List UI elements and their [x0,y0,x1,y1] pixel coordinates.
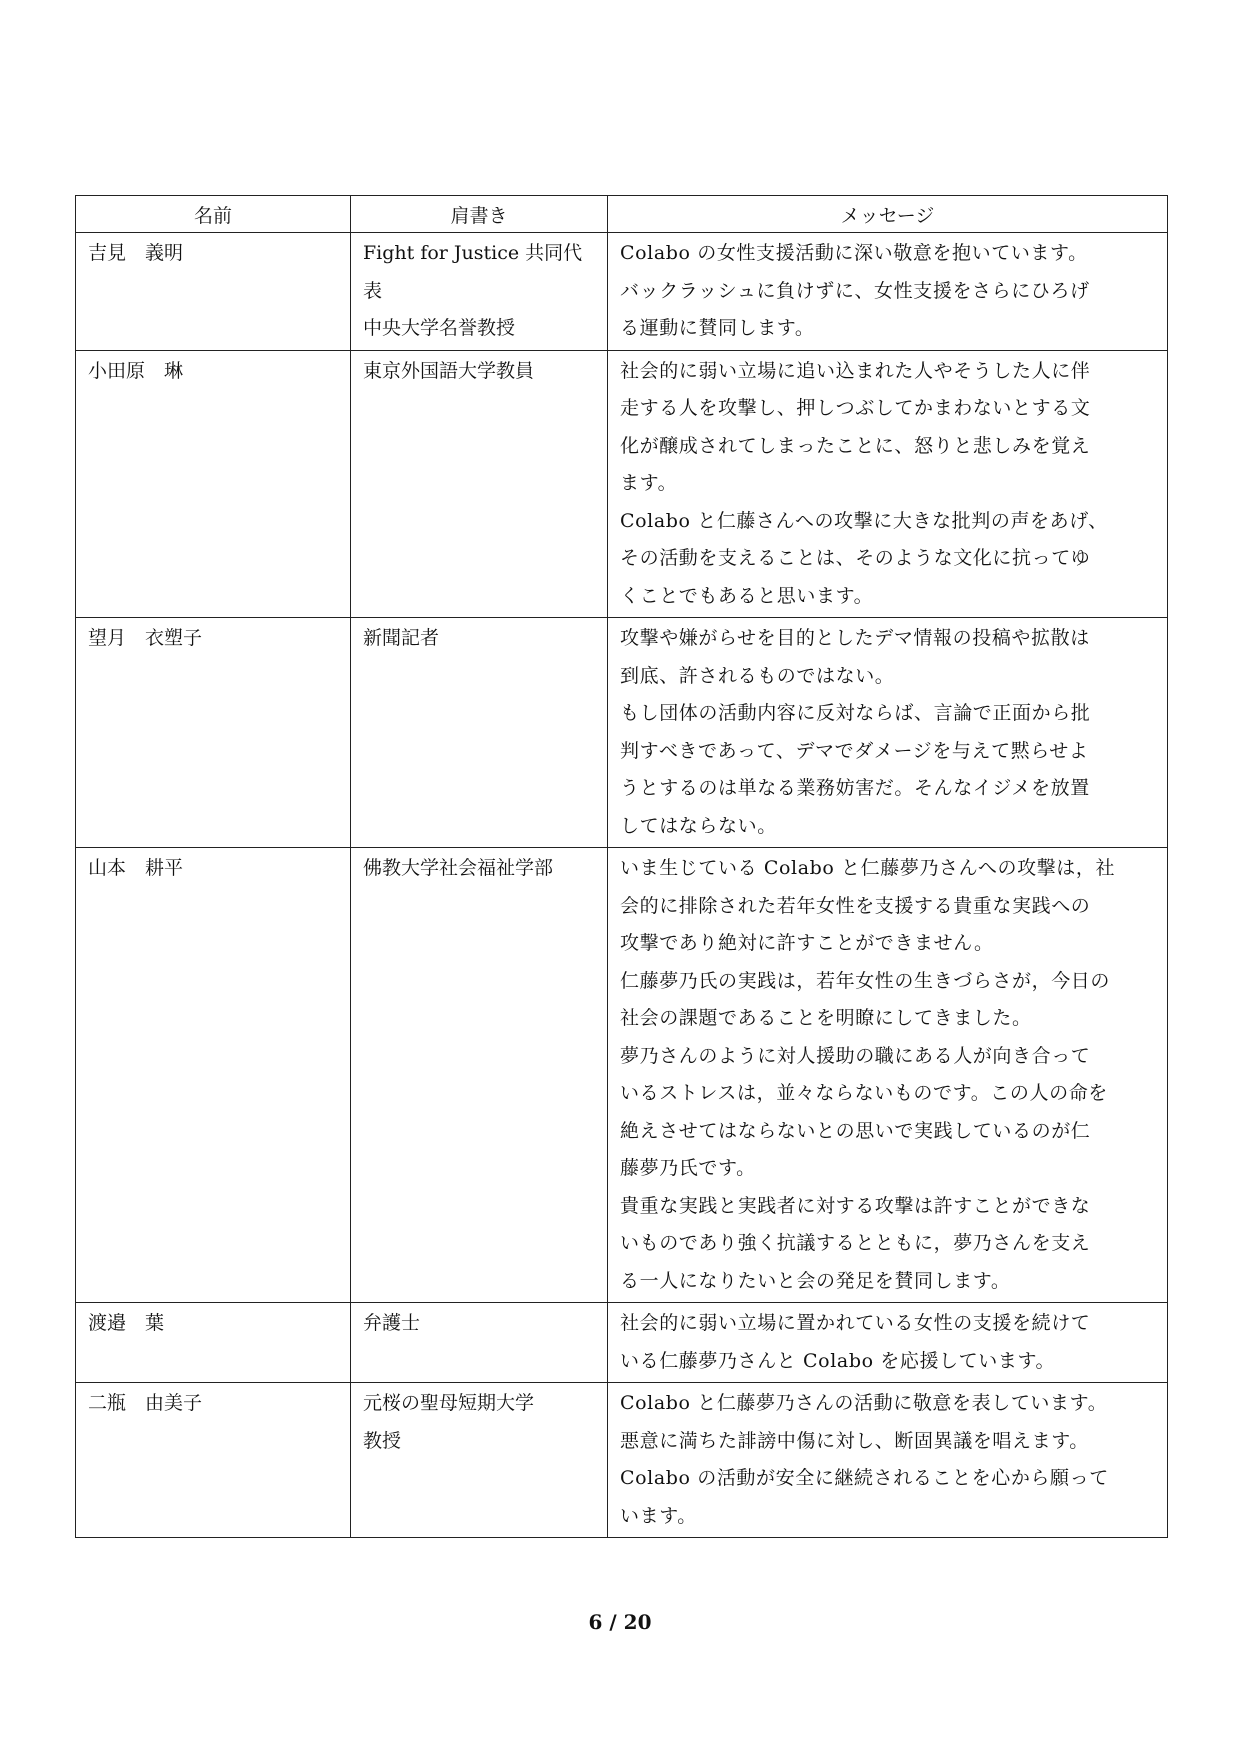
title-line: 新聞記者 [363,627,440,649]
message-line: 走する人を攻撃し、押しつぶしてかまわないとする文 [620,397,1091,419]
cell-title [351,233,608,351]
message-line: います。 [620,1504,697,1527]
message-line: 到底、許されるものではない。 [620,664,895,687]
table-row [76,848,1168,1303]
cell-message [608,848,1168,1303]
table-row [76,350,1168,618]
message-line: Colabo と仁藤さんへの攻撃に大きな批判の声をあげ、 [620,509,1108,532]
message-line: くことでもあると思います。 [620,584,874,607]
message-line: る一人になりたいと会の発足を賛同します。 [620,1269,1011,1292]
message-line: 判すべきであって、デマでダメージを与えて黙らせよ [620,739,1089,762]
header-title: 肩書き [351,196,608,233]
message-line: 絶えさせてはならないとの思いで実践しているのが仁 [620,1119,1091,1142]
table-row [76,618,1168,848]
message-line: うとするのは単なる業務妨害だ。そんなイジメを放置 [620,777,1090,799]
cell-message [608,1303,1168,1383]
message-line: 社会的に弱い立場に追い込まれた人やそうした人に伴 [620,359,1091,382]
page-number: 6 / 20 [588,1610,652,1634]
message-line: いる仁藤夢乃さんと Colabo を応援しています。 [620,1349,1056,1372]
cell-name: 渡邉 葉 [76,1303,351,1383]
message-line: 攻撃であり絶対に許すことができません。 [620,932,994,954]
cell-message [608,1383,1168,1538]
title-line: 元桜の聖母短期大学 [363,1392,535,1414]
message-line: してはならない。 [620,814,777,837]
message-line: る運動に賛同します。 [620,317,815,339]
message-line: 悪意に満ちた誹謗中傷に対し、断固異議を唱えます。 [620,1429,1089,1452]
table-row [76,1383,1168,1538]
message-line: ます。 [620,472,678,494]
cell-name: 二瓶 由美子 [76,1383,351,1538]
message-line: いものであり強く抗議するとともに，夢乃さんを支え [620,1232,1091,1254]
message-line: バックラッシュに負けずに、女性支援をさらにひろげ [620,279,1090,302]
cell-name: 小田原 琳 [76,350,351,618]
cell-title [351,350,608,618]
table-header-row [76,196,1168,233]
title-line: 表 [363,279,383,302]
cell-title [351,618,608,848]
cell-title [351,848,608,1303]
cell-title [351,1303,608,1383]
message-line: いるストレスは，並々ならないものです。この人の命を [620,1082,1108,1104]
cell-name: 吉見 義明 [76,233,351,351]
message-line: 会的に排除された若年女性を支援する貴重な実践への [620,894,1091,917]
header-name: 名前 [76,196,351,233]
message-line: 仁藤夢乃氏の実践は，若年女性の生きづらさが，今日の [620,969,1111,992]
table-row [76,1303,1168,1383]
message-line: もし団体の活動内容に反対ならば、言論で正面から批 [620,702,1091,724]
header-message: メッセージ [608,196,1168,233]
supporters-table [75,195,1168,1538]
message-line: 社会的に弱い立場に置かれている女性の支援を続けて [620,1312,1091,1334]
message-line: 藤夢乃氏です。 [620,1157,756,1179]
table-body [76,233,1168,1538]
cell-message [608,618,1168,848]
message-line: Colabo の活動が安全に継続されることを心から願って [620,1467,1109,1489]
message-line: 夢乃さんのように対人援助の職にある人が向き合って [620,1044,1091,1067]
cell-name: 山本 耕平 [76,848,351,1303]
message-line: その活動を支えることは、そのような文化に抗ってゆ [620,547,1091,569]
title-line: 中央大学名誉教授 [363,317,516,339]
cell-message [608,233,1168,351]
title-line: 教授 [363,1429,402,1452]
message-line: 貴重な実践と実践者に対する攻撃は許すことができな [620,1194,1091,1217]
message-line: Colabo の女性支援活動に深い敬意を抱いています。 [620,242,1088,264]
title-line: Fight for Justice 共同代 [363,242,583,264]
message-line: 化が醸成されてしまったことに、怒りと悲しみを覚え [620,434,1091,457]
cell-message [608,350,1168,618]
title-line: 佛教大学社会福祉学部 [363,857,554,879]
message-line: 攻撃や嫌がらせを目的としたデマ情報の投稿や拡散は [620,627,1090,649]
supporters-table-container [75,195,1167,1538]
cell-title [351,1383,608,1538]
table-row [76,233,1168,351]
cell-name: 望月 衣塑子 [76,618,351,848]
message-line: 社会の課題であることを明瞭にしてきました。 [620,1007,1032,1029]
message-line: Colabo と仁藤夢乃さんの活動に敬意を表しています。 [620,1392,1108,1414]
message-line: いま生じている Colabo と仁藤夢乃さんへの攻撃は，社 [620,857,1116,879]
title-line: 弁護士 [363,1312,421,1334]
title-line: 東京外国語大学教員 [363,359,535,382]
